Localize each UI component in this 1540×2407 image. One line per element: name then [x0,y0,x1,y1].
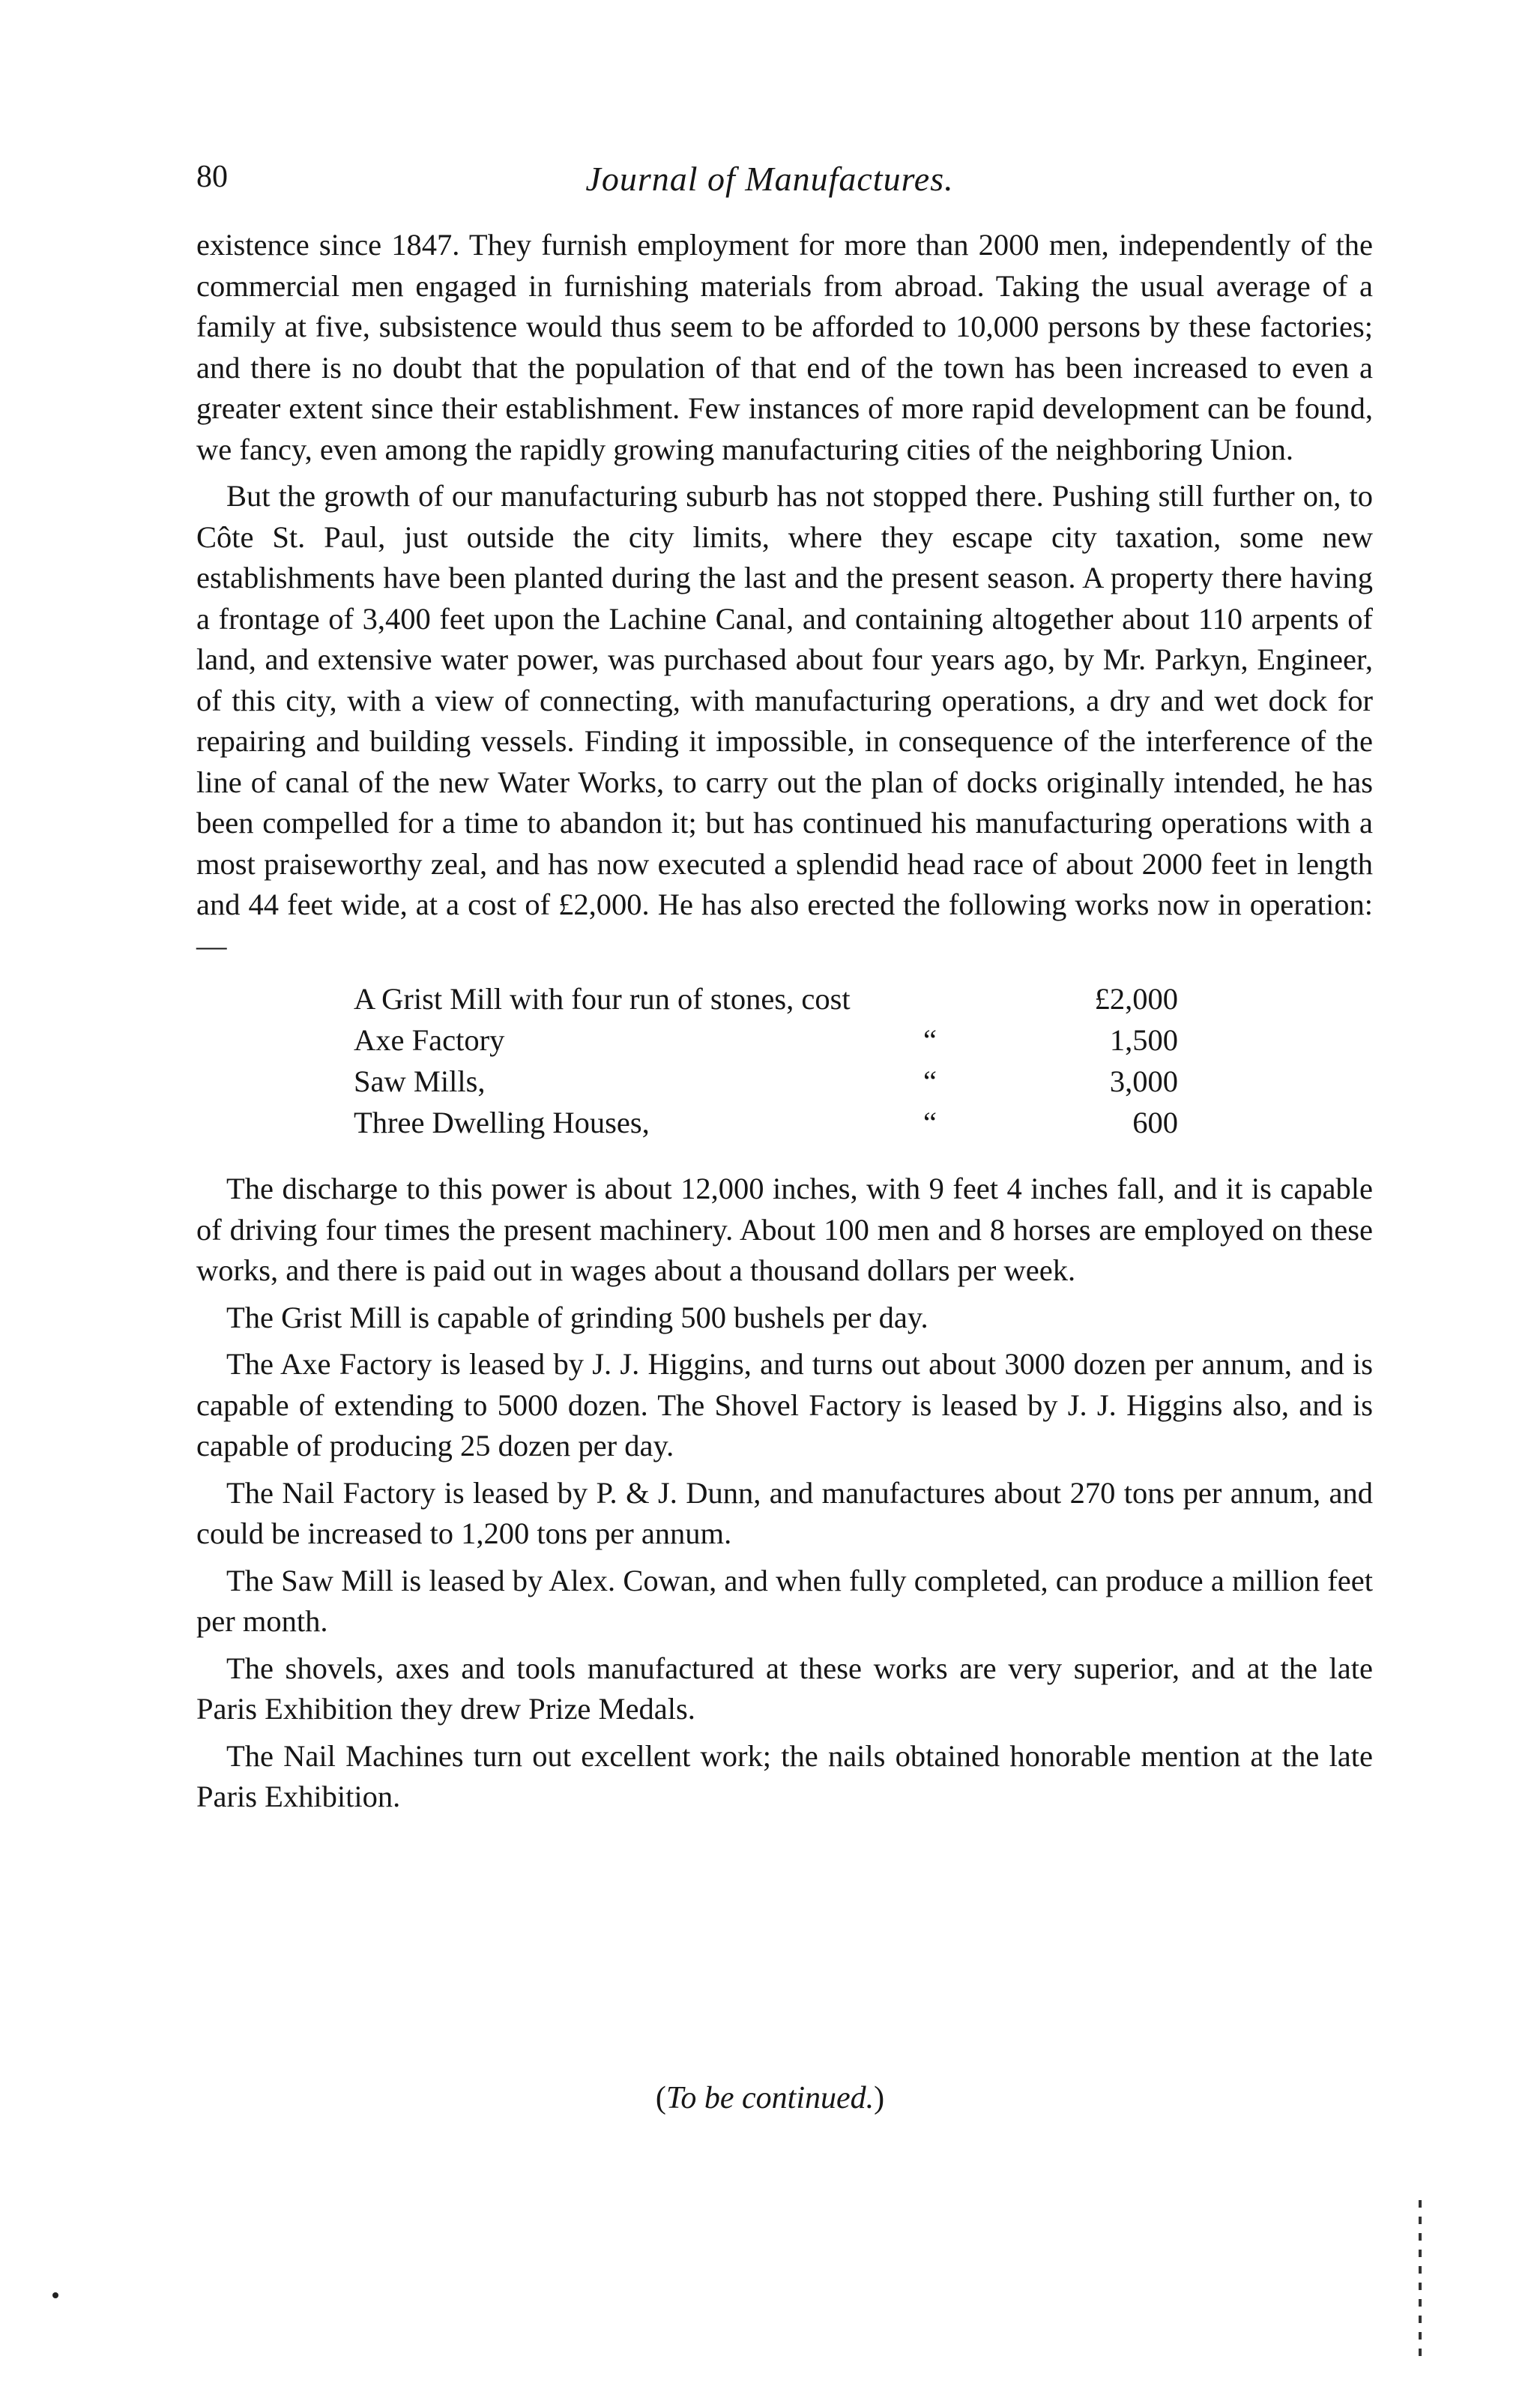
ditto-mark: “ [923,1023,937,1057]
paragraph: The Nail Machines turn out excellent work; the nails obtained honorable mention at the late Paris Exhibition. [196,1738,1373,1813]
paragraph: The shovels, axes and tools manufactured at these works are very superior, and at the late Paris Exhibition they drew Prize Medals. [196,1651,1373,1726]
table-row [354,1061,1178,1102]
to-be-continued [0,2080,1540,2116]
table-row [354,1019,1178,1061]
article-body [196,225,1373,1824]
ditto-mark [923,978,1013,1019]
work-cost: 3,000 [1109,1064,1178,1098]
paragraph: The Axe Factory is leased by J. J. Higgins, and turns out about 3000 dozen per annum, and is capable of extending to 5000 dozen. The Shovel Factory is leased by J. J. Higgins also, and is capable of producing 25 dozen per day. [196,1347,1373,1462]
work-item: Saw Mills, [354,1064,486,1098]
close-paren: ) [874,2081,885,2115]
work-item: Three Dwelling Houses, [354,1106,650,1139]
margin-dotted-line [1419,2200,1422,2358]
paragraph: But the growth of our manufacturing suburb has not stopped there. Pushing still further on, to Côte St. Paul, just outside the city limits, where they escape city taxation, some new establishments have been planted during the last and the present season. A property there having a frontage of 3,400 feet upon the Lachine Canal, and containing altogether about 110 arpents of land, and extensive water power, was purchased about four years ago, by Mr. Parkyn, Engineer, of this city, with a view of connecting, with manufacturing operations, a dry and wet dock for repairing and building vessels. Finding it impossible, in consequence of the interference of the line of canal of the new Water Works, to carry out the plan of docks originally intended, he has been compelled for a time to abandon it; but has continued his manufacturing operations with a most praiseworthy zeal, and has now executed a splendid head race of about 2000 feet in length and 44 feet wide, at a cost of £2,000. He has also erected the following works now in operation:— [196,479,1373,963]
work-cost: £2,000 [1094,982,1178,1016]
work-cost: 1,500 [1109,1023,1178,1057]
running-title: Journal of Manufactures. [585,160,954,198]
paragraph: The discharge to this power is about 12,000 inches, with 9 feet 4 inches fall, and it is capable of driving four times the present machinery. About 100 men and 8 horses are employed on these works, and there is paid out in wages about a thousand dollars per week. [196,1172,1373,1287]
margin-speck [52,2292,58,2298]
paragraph: existence since 1847. They furnish employment for more than 2000 men, independently of the commercial men engaged in furnishing materials from abroad. Taking the usual average of a family at five, subsistence would thus seem to be afforded to 10,000 persons by these factories; and there is no doubt that the population of that end of the town has been increased to even a greater extent since their establishment. Few instances of more rapid development can be found, we fancy, even among the rapidly growing manufacturing cities of the neighboring Union. [196,228,1373,466]
paragraph: The Nail Factory is leased by P. & J. Dunn, and manufactures about 270 tons per annum, and could be increased to 1,200 tons per annum. [196,1475,1373,1550]
open-paren: ( [655,2081,666,2115]
table-row [354,978,1178,1019]
continued-text: To be continued. [665,2081,875,2115]
table-row [354,1102,1178,1143]
paragraph: The Saw Mill is leased by Alex. Cowan, and when fully completed, can produce a million feet per month. [196,1563,1373,1638]
paragraph: The Grist Mill is capable of grinding 500 bushels per day. [226,1300,928,1334]
ditto-mark: “ [923,1106,937,1139]
page-number: 80 [196,160,228,194]
work-cost: 600 [1132,1106,1178,1139]
works-table [354,978,1178,1143]
work-item: A Grist Mill with four run of stones, cost [354,982,851,1016]
ditto-mark: “ [923,1064,937,1098]
work-item: Axe Factory [354,1023,505,1057]
page-header [196,159,1343,211]
